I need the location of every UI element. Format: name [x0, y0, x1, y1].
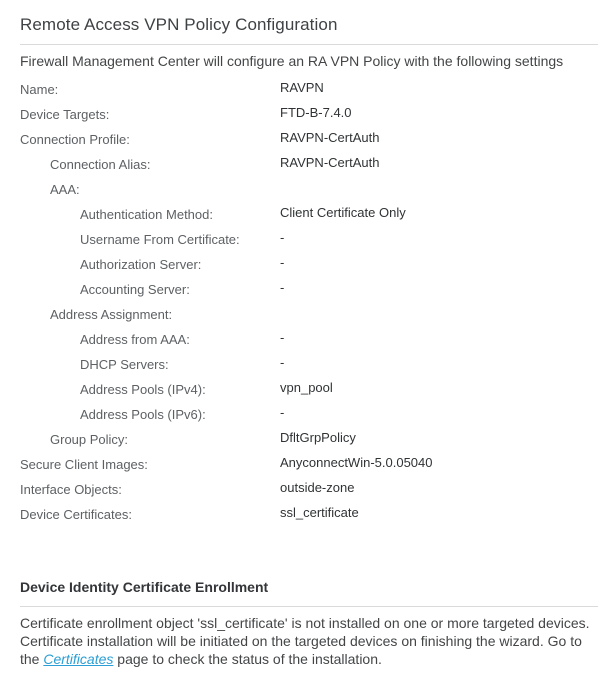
setting-value: FTD-B-7.4.0 [280, 105, 352, 120]
enrollment-note-before: Certificate enrollment object 'ssl_certificate' is not installed on one or more targeted devices. Certificate installation will be initiated on the targeted devices on finishing the wizard. Go to the [20, 615, 590, 667]
setting-value: - [280, 255, 285, 270]
settings-row [20, 277, 598, 302]
title-divider [20, 44, 598, 45]
setting-label: Address Pools (IPv6): [80, 407, 206, 422]
settings-row [20, 452, 598, 477]
page-subtitle: Firewall Management Center will configure an RA VPN Policy with the following settings [20, 53, 564, 69]
settings-row [20, 252, 598, 277]
settings-row [20, 152, 598, 177]
setting-value: RAVPN-CertAuth [280, 130, 380, 145]
setting-label: Interface Objects: [20, 482, 122, 497]
setting-label: Address Assignment: [50, 307, 173, 322]
enrollment-section-heading: Device Identity Certificate Enrollment [20, 579, 269, 595]
setting-label: Device Certificates: [20, 507, 132, 522]
setting-value: - [280, 280, 285, 295]
setting-value: vpn_pool [280, 380, 333, 395]
settings-row [20, 102, 598, 127]
setting-value: AnyconnectWin-5.0.05040 [280, 455, 433, 470]
settings-row [20, 77, 598, 102]
setting-label: DHCP Servers: [80, 357, 169, 372]
setting-value: - [280, 330, 285, 345]
setting-value: Client Certificate Only [280, 205, 406, 220]
setting-label: AAA: [50, 182, 80, 197]
setting-label: Name: [20, 82, 59, 97]
setting-label: Accounting Server: [80, 282, 190, 297]
setting-value: - [280, 405, 285, 420]
setting-label: Connection Profile: [20, 132, 130, 147]
settings-row [20, 202, 598, 227]
enrollment-note [20, 614, 592, 668]
certificates-link[interactable]: Certificates [43, 651, 114, 667]
settings-row [20, 477, 598, 502]
settings-row [20, 427, 598, 452]
settings-row [20, 377, 598, 402]
setting-label: Address Pools (IPv4): [80, 382, 206, 397]
settings-row [20, 502, 598, 527]
enrollment-note-after: page to check the status of the installation. [113, 651, 382, 667]
setting-label: Device Targets: [20, 107, 110, 122]
settings-row [20, 327, 598, 352]
setting-value: RAVPN [280, 80, 324, 95]
setting-value: DfltGrpPolicy [280, 430, 356, 445]
setting-value: ssl_certificate [280, 505, 359, 520]
settings-row [20, 177, 598, 202]
setting-label: Address from AAA: [80, 332, 190, 347]
setting-value: outside-zone [280, 480, 355, 495]
settings-row [20, 352, 598, 377]
settings-row [20, 302, 598, 327]
enrollment-divider [20, 606, 598, 607]
setting-label: Authentication Method: [80, 207, 213, 222]
setting-value: RAVPN-CertAuth [280, 155, 380, 170]
settings-row [20, 402, 598, 427]
setting-label: Authorization Server: [80, 257, 202, 272]
setting-value: - [280, 355, 285, 370]
settings-row [20, 127, 598, 152]
setting-value: - [280, 230, 285, 245]
settings-row [20, 227, 598, 252]
setting-label: Connection Alias: [50, 157, 151, 172]
page-title: Remote Access VPN Policy Configuration [20, 15, 338, 34]
setting-label: Group Policy: [50, 432, 129, 447]
settings-summary-list [20, 77, 598, 527]
setting-label: Username From Certificate: [80, 232, 240, 247]
setting-label: Secure Client Images: [20, 457, 148, 472]
